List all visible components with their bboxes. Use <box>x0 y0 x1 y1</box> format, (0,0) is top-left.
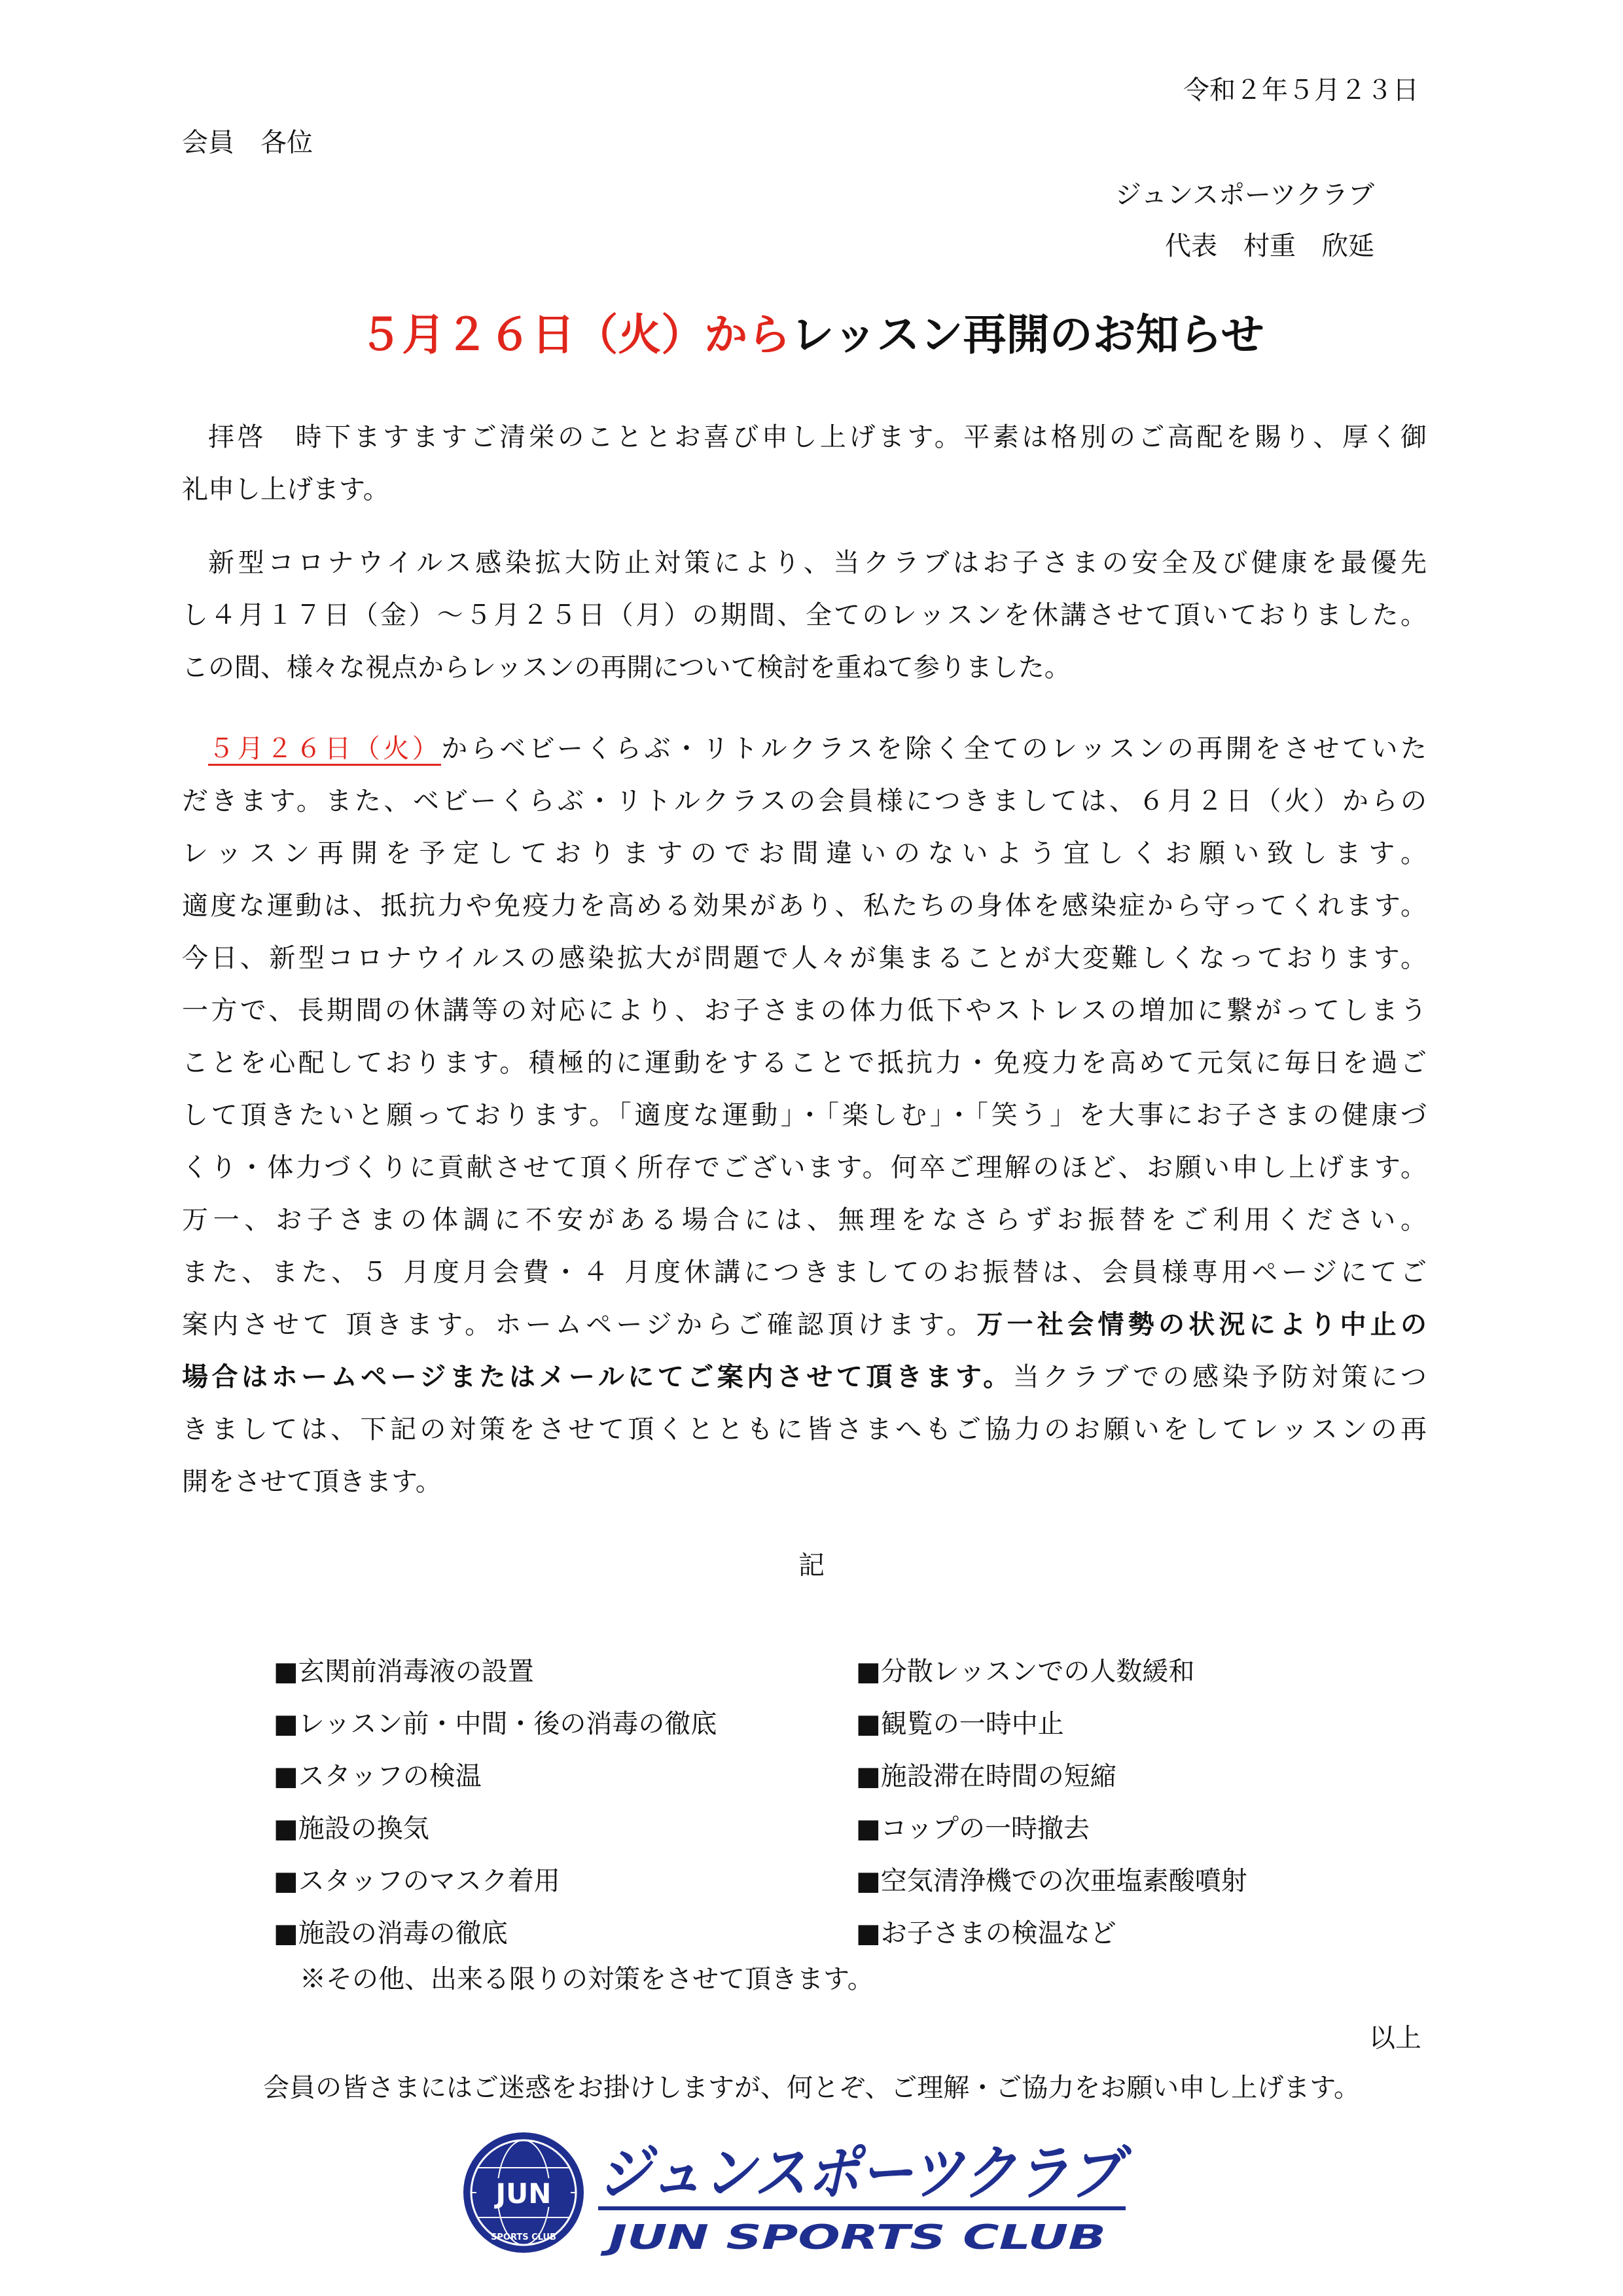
paragraph-line: 新型コロナウイルス感染拡大防止対策により、当クラブはお子さまの安全及び健康を最優先 <box>208 548 1427 578</box>
measures-list-left <box>274 1645 717 1960</box>
measure-item: ■施設の換気 <box>274 1814 429 1844</box>
paragraph-line: だきます。また、ベビーくらぶ・リトルクラスの会員様につきましては、６月２日（火）からの <box>182 786 1427 816</box>
addressee: 会員 各位 <box>182 128 313 158</box>
paragraph-line: 開をさせて頂きます。 <box>182 1467 442 1497</box>
paragraph-line: この間、様々な視点からレッスンの再開について検討を重ねて参りました。 <box>182 653 1071 683</box>
logo-name-english: JUN SPORTS CLUB <box>599 2218 1106 2257</box>
emblem-text: JUN <box>495 2178 552 2210</box>
paragraph-line: レッスン再開を予定しておりますのでお間違いのないよう宜しくお願い致します。 <box>182 838 1427 869</box>
paragraph-line: 礼申し上げます。 <box>182 475 389 505</box>
logo-name-japanese: ジュンスポーツクラブ <box>598 2138 1132 2208</box>
paragraph-line-text: 案内させて 頂きます。ホームページからご確認頂けます。 <box>182 1310 977 1340</box>
paragraph-line <box>182 1351 1427 1403</box>
paragraph-line-text: 当クラブでの感染予防対策につ <box>1012 1362 1427 1392</box>
resumption-date-highlight: ５月２６日（火） <box>208 734 441 766</box>
paragraph-line: 万一、お子さまの体調に不安がある場合には、無理をなさらずお振替をご利用ください。 <box>182 1205 1427 1235</box>
paragraph-resumption <box>182 723 1427 1508</box>
paragraph-line-text: からベビーくらぶ・リトルクラスを除く全てのレッスンの再開をさせていた <box>441 734 1427 764</box>
paragraph-line: し４月１７日（金）〜５月２５日（月）の期間、全てのレッスンを休講させて頂いておりました。 <box>182 600 1427 630</box>
measures-list-right <box>856 1645 1247 1960</box>
globe-emblem-icon <box>463 2132 584 2253</box>
paragraph-line: して頂きたいと願っております。「適度な運動」・「楽しむ」・「笑う」を大事にお子さまの健康づ <box>182 1100 1427 1130</box>
cancellation-notice-bold: 万一社会情勢の状況により中止の <box>976 1310 1427 1340</box>
measure-item: ■スタッフのマスク着用 <box>274 1866 560 1896</box>
jun-sports-club-logo <box>458 2127 1145 2258</box>
paragraph-line: 拝啓 時下ますますご清栄のこととお喜び申し上げます。平素は格別のご高配を賜り、厚く御 <box>208 422 1427 452</box>
measure-item: ■施設滞在時間の短縮 <box>856 1761 1116 1791</box>
measures-note: ※その他、出来る限りの対策をさせて頂きます。 <box>300 1964 874 1994</box>
title-main-part: レッスン再開のお知らせ <box>791 310 1264 360</box>
paragraph-line: 適度な運動は、抵抗力や免疫力を高める効果があり、私たちの身体を感染症から守ってくれます。 <box>182 891 1427 921</box>
paragraph-line <box>182 723 1427 775</box>
paragraph-line: くり・体力づくりに貢献させて頂く所存でございます。何卒ご理解のほど、お願い申し上げます。 <box>182 1153 1427 1183</box>
paragraph-suspension <box>182 537 1427 694</box>
measure-item: ■お子さまの検温など <box>856 1918 1116 1948</box>
paragraph-line <box>182 1299 1427 1351</box>
measure-item: ■玄関前消毒液の設置 <box>274 1657 534 1687</box>
paragraph-line: また、また、５ 月度月会費・４ 月度休講につきましてのお振替は、会員様専用ページにてご <box>182 1257 1427 1287</box>
paragraph-greeting <box>182 411 1427 516</box>
measure-item: ■空気清浄機での次亜塩素酸噴射 <box>856 1866 1247 1896</box>
measure-item: ■施設の消毒の徹底 <box>274 1918 508 1948</box>
measure-item: ■コップの一時撤去 <box>856 1814 1090 1844</box>
cancellation-notice-bold: 場合はホームページまたはメールにてご案内させて頂きます。 <box>182 1362 1013 1392</box>
paragraph-line: きましては、下記の対策をさせて頂くとともに皆さまへもご協力のお願いをしてレッスンの再 <box>182 1414 1427 1444</box>
sender-representative: 代表 村重 欣延 <box>1165 231 1374 261</box>
sender-organization: ジュンスポーツクラブ <box>1115 180 1374 210</box>
measure-item: ■観覧の一時中止 <box>856 1709 1064 1739</box>
measure-item: ■分散レッスンでの人数緩和 <box>856 1657 1195 1687</box>
closing-ijo: 以上 <box>1369 2023 1421 2053</box>
measure-item: ■レッスン前・中間・後の消毒の徹底 <box>274 1709 717 1739</box>
title-date-part: ５月２６日（火）から <box>359 310 791 360</box>
paragraph-line: 今日、新型コロナウイルスの感染拡大が問題で人々が集まることが大変難しくなっております。 <box>182 943 1427 973</box>
paragraph-line: 一方で、長期間の休講等の対応により、お子さまの体力低下やストレスの増加に繋がってしまう <box>182 996 1427 1026</box>
document-title <box>0 300 1623 362</box>
document-date: 令和２年５月２３日 <box>1183 75 1419 105</box>
measure-item: ■スタッフの検温 <box>274 1761 482 1791</box>
closing-message: 会員の皆さまにはご迷惑をお掛けしますが、何とぞ、ご理解・ご協力をお願い申し上げます。 <box>263 2073 1360 2103</box>
paragraph-line: ことを心配しております。積極的に運動をすることで抵抗力・免疫力を高めて元気に毎日を過ご <box>182 1048 1427 1078</box>
emblem-ring-text: SPORTS CLUB <box>491 2233 556 2242</box>
ki-heading: 記 <box>798 1551 825 1581</box>
